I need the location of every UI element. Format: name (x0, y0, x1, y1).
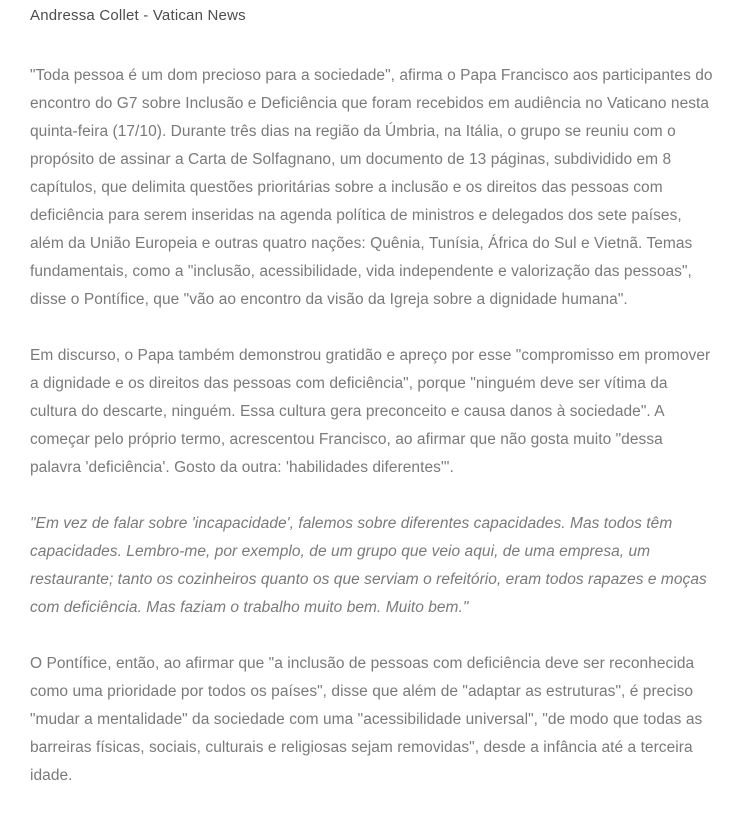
byline: Andressa Collet - Vatican News (30, 7, 246, 24)
article-quote-paragraph: "Em vez de falar sobre 'incapacidade', falemos sobre diferentes capacidades. Mas todos têm capacidades. Lembro-me, por exemplo, de um grupo que veio aqui, de uma empresa, um restaurante; tanto os cozinheiros quanto os que serviam o refeitório, eram todos rapazes e moças com deficiência. Mas faziam o trabalho muito bem. Muito bem." (30, 515, 707, 616)
article-paragraph: "Toda pessoa é um dom precioso para a sociedade", afirma o Papa Francisco aos participantes do encontro do G7 sobre Inclusão e Deficiência que foram recebidos em audiência no Vaticano nesta quinta-feira (17/10). Durante três dias na região da Úmbria, na Itália, o grupo se reuniu com o propósito de assinar a Carta de Solfagnano, um documento de 13 páginas, subdividido em 8 capítulos, que delimita questões prioritárias sobre a inclusão e os direitos das pessoas com deficiência para serem inseridas na agenda política de ministros e delegados dos sete países, além da União Europeia e outras quatro nações: Quênia, Tunísia, África do Sul e Vietnã. Temas fundamentais, como a "inclusão, acessibilidade, vida independente e valorização das pessoas", disse o Pontífice, que "vão ao encontro da visão da Igreja sobre a dignidade humana". (30, 67, 713, 308)
article-paragraph: O Pontífice, então, ao afirmar que "a inclusão de pessoas com deficiência deve ser reconhecida como uma prioridade por todos os países", disse que além de "adaptar as estruturas", é preciso "mudar a mentalidade" da sociedade com uma "acessibilidade universal", "de modo que todas as barreiras físicas, sociais, culturais e religiosas sejam removidas", desde a infância até a terceira idade. (30, 655, 703, 784)
article-paragraph: Em discurso, o Papa também demonstrou gratidão e apreço por esse "compromisso em promover a dignidade e os direitos das pessoas com deficiência", porque "ninguém deve ser vítima da cultura do descarte, ninguém. Essa cultura gera preconceito e causa danos à sociedade". A começar pelo próprio termo, acrescentou Francisco, ao afirmar que não gosta muito "dessa palavra 'deficiência'. Gosto da outra: 'habilidades diferentes'". (30, 347, 711, 476)
